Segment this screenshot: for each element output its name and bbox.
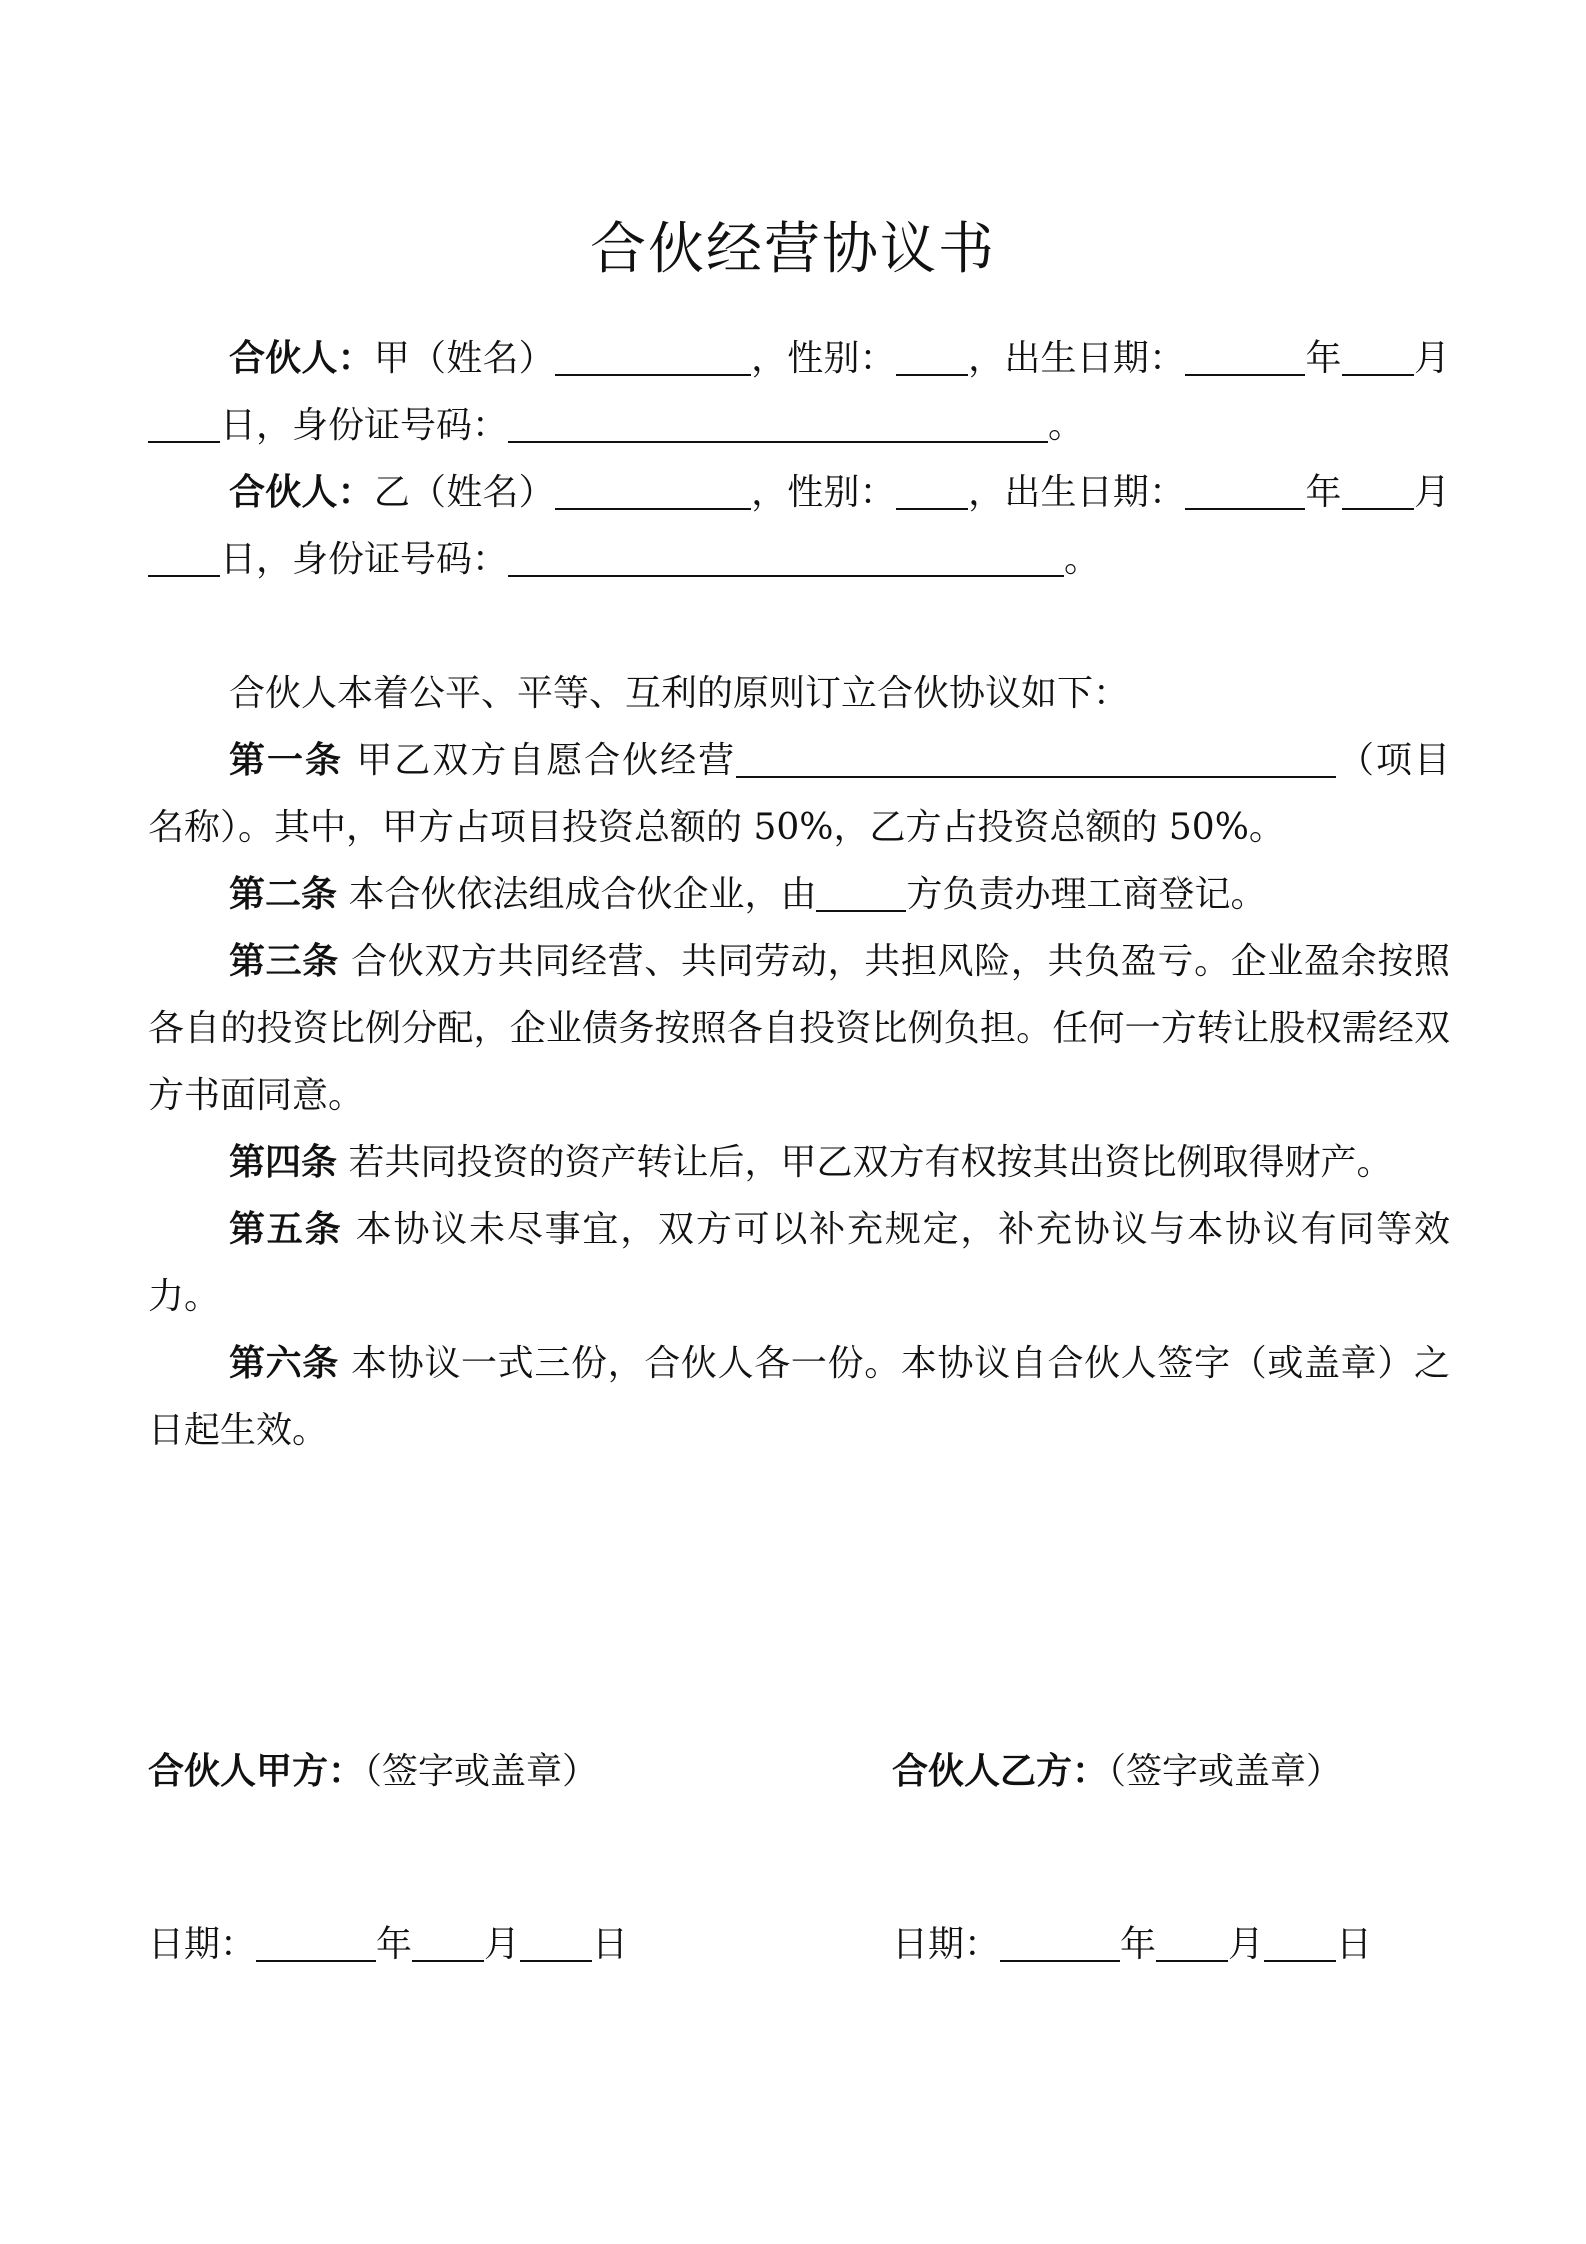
- partner-a-id-label: ，身份证号码：: [256, 405, 509, 446]
- partner-b-line: [148, 459, 1450, 593]
- signature-party-b: [892, 1746, 1342, 1797]
- partner-a-day-label: 日: [220, 405, 257, 446]
- article-6-text: 本协议一式三份，合伙人各一份。本协议自合伙人签字（或盖章）之日起生效。: [148, 1343, 1450, 1451]
- article-4-heading: 第四条: [229, 1141, 338, 1183]
- date-party-b: [892, 1920, 1372, 1970]
- partner-a-month-label: 月: [1413, 338, 1450, 379]
- partner-b-end: 。: [1064, 539, 1101, 580]
- partner-a-birth-label: 出生日期：: [1004, 338, 1186, 379]
- intro-paragraph: 合伙人本着公平、平等、互利的原则订立合伙协议如下：: [229, 673, 1130, 714]
- article-3-text: 合伙双方共同经营、共同劳动，共担风险，共负盈亏。企业盈余按照各自的投资比例分配，企业债务按照各自投资比例负担。任何一方转让股权需经双方书面同意。: [148, 941, 1450, 1116]
- article-5-text: 本协议未尽事宜，双方可以补充规定，补充协议与本协议有同等效力。: [148, 1209, 1450, 1317]
- date-party-a-day-label: 日: [592, 1924, 629, 1965]
- partner-b-day-label: 日: [220, 539, 257, 580]
- article-2: [148, 861, 1450, 928]
- date-party-b-year-label: 年: [1120, 1924, 1157, 1965]
- registration-party-blank[interactable]: [816, 866, 906, 912]
- partner-a-name-prefix: 甲（姓名）: [373, 338, 555, 379]
- article-2-heading: 第二条: [229, 873, 338, 915]
- project-name-blank[interactable]: [736, 732, 1336, 778]
- article-6-heading: 第六条: [229, 1342, 339, 1384]
- article-1-text-after: （项目名称）。其中，甲方占项目投资总额的 50%，乙方占投资总额的 50%。: [148, 740, 1450, 848]
- date-party-b-year-blank[interactable]: [1000, 1920, 1120, 1962]
- partner-b-month-label: 月: [1413, 472, 1450, 513]
- partner-b-birth-day-blank[interactable]: [148, 531, 220, 577]
- partner-a-name-blank[interactable]: [555, 330, 751, 376]
- signature-party-a-note: （签字或盖章）: [364, 1751, 599, 1792]
- article-1-text-before: 甲乙双方自愿合伙经营: [342, 740, 737, 781]
- signature-party-a-label: 合伙人甲方：: [148, 1750, 365, 1792]
- partner-a-end: 。: [1048, 405, 1085, 446]
- partner-b-id-label: ，身份证号码：: [256, 539, 509, 580]
- partner-a-gender-label: ，性别：: [750, 338, 896, 379]
- partner-a-birth-year-blank[interactable]: [1185, 330, 1305, 376]
- date-party-b-month-blank[interactable]: [1156, 1920, 1228, 1962]
- partner-a-birth-month-blank[interactable]: [1342, 330, 1414, 376]
- article-4: [148, 1129, 1450, 1196]
- date-party-b-day-blank[interactable]: [1264, 1920, 1336, 1962]
- partner-b-birth-month-blank[interactable]: [1342, 464, 1414, 510]
- date-party-b-label: 日期：: [892, 1924, 1001, 1965]
- article-2-text-before: 本合伙依法组成合伙企业，由: [337, 874, 817, 915]
- date-party-a-label: 日期：: [148, 1924, 257, 1965]
- partner-a-line: [148, 325, 1450, 459]
- date-party-a-day-blank[interactable]: [520, 1920, 592, 1962]
- signature-party-b-label: 合伙人乙方：: [892, 1750, 1109, 1792]
- partner-b-birth-label: 出生日期：: [1004, 472, 1186, 513]
- date-party-a-month-label: 月: [484, 1924, 521, 1965]
- partner-a-gender-blank[interactable]: [896, 330, 968, 376]
- article-1: [148, 727, 1450, 861]
- article-3: [148, 928, 1450, 1129]
- partner-b-name-blank[interactable]: [555, 464, 751, 510]
- partner-a-id-blank[interactable]: [508, 397, 1048, 443]
- document-title: 合伙经营协议书: [590, 217, 996, 282]
- article-1-heading: 第一条: [229, 739, 343, 781]
- document-body: [148, 325, 1450, 1464]
- partner-b-year-label: 年: [1305, 472, 1342, 513]
- partner-b-gender-label: ，性别：: [750, 472, 896, 513]
- article-3-heading: 第三条: [229, 940, 339, 982]
- date-party-b-day-label: 日: [1336, 1924, 1373, 1965]
- date-party-a-month-blank[interactable]: [412, 1920, 484, 1962]
- partner-a-separator: ，: [967, 338, 1005, 379]
- signature-party-b-note: （签字或盖章）: [1108, 1751, 1343, 1792]
- article-5-heading: 第五条: [229, 1208, 343, 1250]
- partner-a-birth-day-blank[interactable]: [148, 397, 220, 443]
- date-party-b-month-label: 月: [1228, 1924, 1265, 1965]
- partner-b-label: 合伙人：: [229, 471, 374, 513]
- article-5: [148, 1196, 1450, 1330]
- partner-b-gender-blank[interactable]: [896, 464, 968, 510]
- partner-b-birth-year-blank[interactable]: [1185, 464, 1305, 510]
- signature-party-a: [148, 1746, 598, 1797]
- article-4-text: 若共同投资的资产转让后，甲乙双方有权按其出资比例取得财产。: [337, 1142, 1393, 1183]
- partner-b-id-blank[interactable]: [508, 531, 1064, 577]
- partner-a-label: 合伙人：: [229, 337, 374, 379]
- partner-a-year-label: 年: [1305, 338, 1342, 379]
- date-party-a: [148, 1920, 628, 1970]
- article-6: [148, 1330, 1450, 1464]
- partner-b-separator: ，: [967, 472, 1005, 513]
- article-2-text-after: 方负责办理工商登记。: [906, 874, 1267, 915]
- date-party-a-year-label: 年: [376, 1924, 413, 1965]
- date-party-a-year-blank[interactable]: [256, 1920, 376, 1962]
- partner-b-name-prefix: 乙（姓名）: [373, 472, 555, 513]
